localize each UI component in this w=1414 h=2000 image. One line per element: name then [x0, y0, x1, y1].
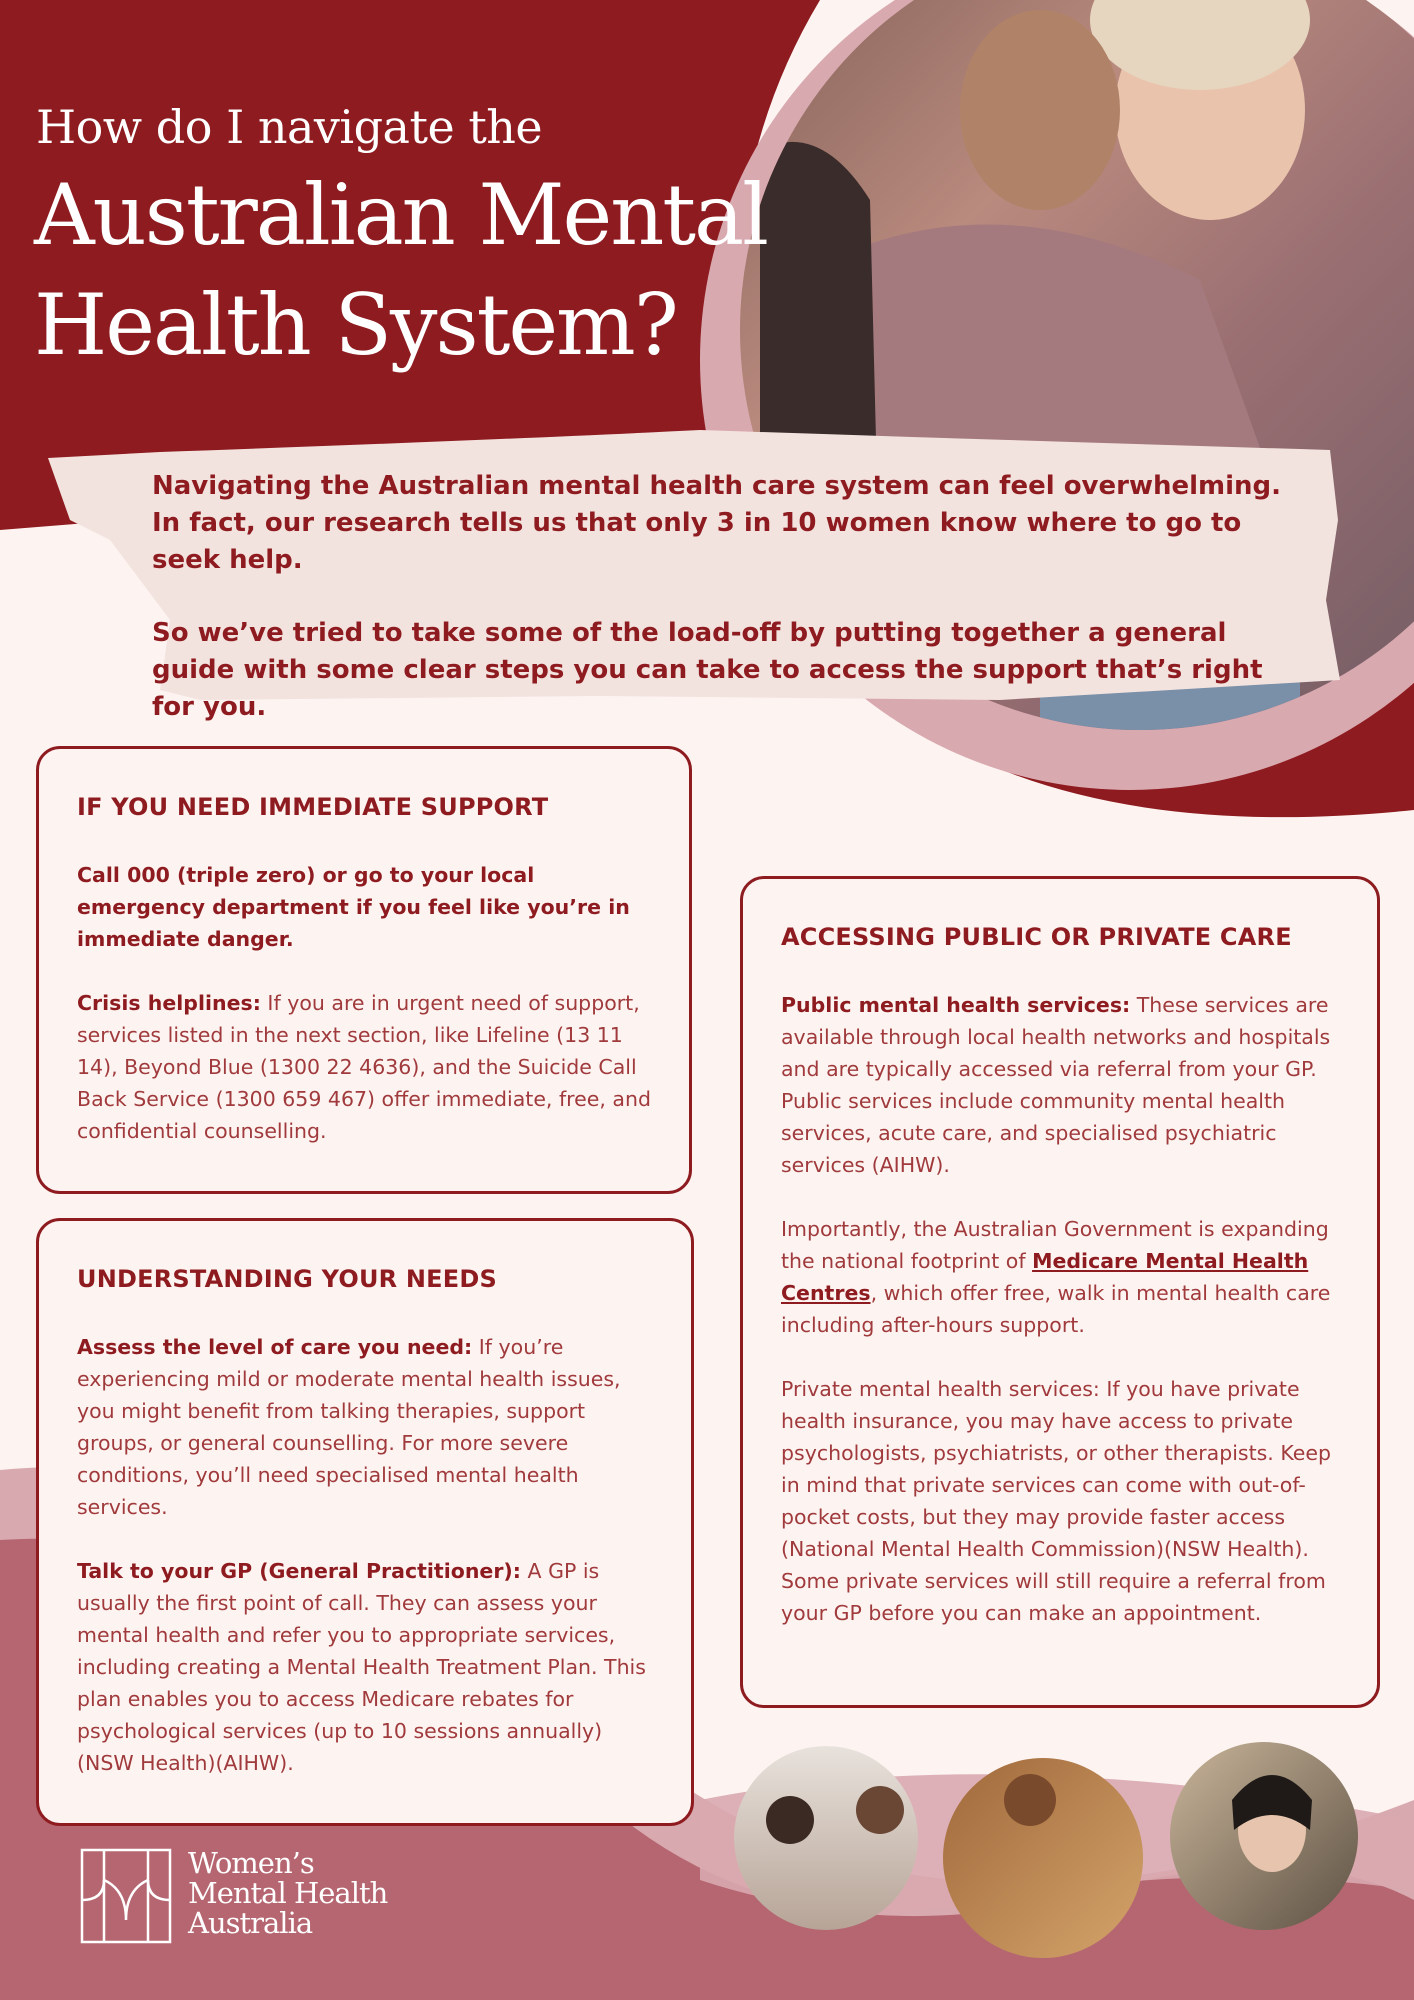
understanding-needs-heading: UNDERSTANDING YOUR NEEDS: [77, 1265, 497, 1293]
public-label: Public mental health services:: [781, 993, 1131, 1017]
public-private-care-card: [740, 876, 1380, 1708]
assess-body: If you’re experiencing mild or moderate mental health issues, you might benefit from talking therapies, support groups, or general counselling. For more severe conditions, you’ll need specialised mental health services.: [77, 1335, 621, 1519]
intro-paragraph-1: Navigating the Australian mental health care system can feel overwhelming. In fact, our research tells us that only 3 in 10 women know where to go to seek help.: [152, 471, 1282, 575]
photo-friends: [734, 1746, 918, 1930]
title-line-3: Health System?: [34, 276, 677, 374]
page-title: [34, 160, 767, 380]
immediate-support-heading: IF YOU NEED IMMEDIATE SUPPORT: [77, 793, 549, 821]
logo-wordmark: Women’s Mental Health Australia: [188, 1846, 388, 1940]
emergency-instruction: Call 000 (triple zero) or go to your local emergency department if you feel like you’re in immediate danger.: [77, 863, 630, 951]
gp-text: [77, 1555, 653, 1779]
public-body: These services are available through local health networks and hospitals and are typically accessed via referral from your GP. Public services include community mental health services, acute care, and specialised psychiatric services (AIHW).: [781, 993, 1331, 1177]
public-private-heading: ACCESSING PUBLIC OR PRIVATE CARE: [781, 923, 1292, 951]
understanding-needs-card: [36, 1218, 694, 1826]
title-intro: How do I navigate the: [36, 100, 543, 154]
title-line-2: Australian Mental: [34, 166, 767, 264]
gp-label: Talk to your GP (General Practitioner):: [77, 1559, 522, 1583]
crisis-body: If you are in urgent need of support, services listed in the next section, like Lifeline (13 11 14), Beyond Blue (1300 22 4636), and the Suicide Call Back Service (1300 659 467) offer immediate, free, and confidential counselling.: [77, 991, 651, 1143]
gp-body: A GP is usually the first point of call. They can assess your mental health and refer you to appropriate services, including creating a Mental Health Treatment Plan. This plan enables you to access Medicare rebates for psychological services (up to 10 sessions annually) (NSW Health)(AIHW).: [77, 1559, 646, 1775]
public-services-text: [781, 989, 1339, 1181]
assess-text: [77, 1331, 653, 1523]
intro-paragraph-2: So we’ve tried to take some of the load-off by putting together a general guide with some clear steps you can take to access the support that’s right for you.: [152, 618, 1263, 722]
crisis-helplines-text: [77, 987, 651, 1147]
government-text: Importantly, the Australian Government is expanding the national footprint of Medicare Mental Health Centres, which offer free, walk in mental health care including after-hours support.: [781, 1217, 1331, 1337]
crisis-label: Crisis helplines:: [77, 991, 261, 1015]
medicare-mental-health-centres-link[interactable]: Medicare Mental Health Centres: [781, 1249, 1309, 1305]
intro-text: [152, 468, 1312, 762]
immediate-support-card: [36, 746, 692, 1194]
assess-label: Assess the level of care you need:: [77, 1335, 473, 1359]
private-services-text: Private mental health services: If you have private health insurance, you may have access to private psychologists, psychiatrists, or other therapists. Keep in mind that private services can come with out-of-pocket costs, but they may provide faster access (National Mental Health Commission)(NSW Health). Some private services will still require a referral from your GP before you can make an appointment.: [781, 1377, 1331, 1625]
